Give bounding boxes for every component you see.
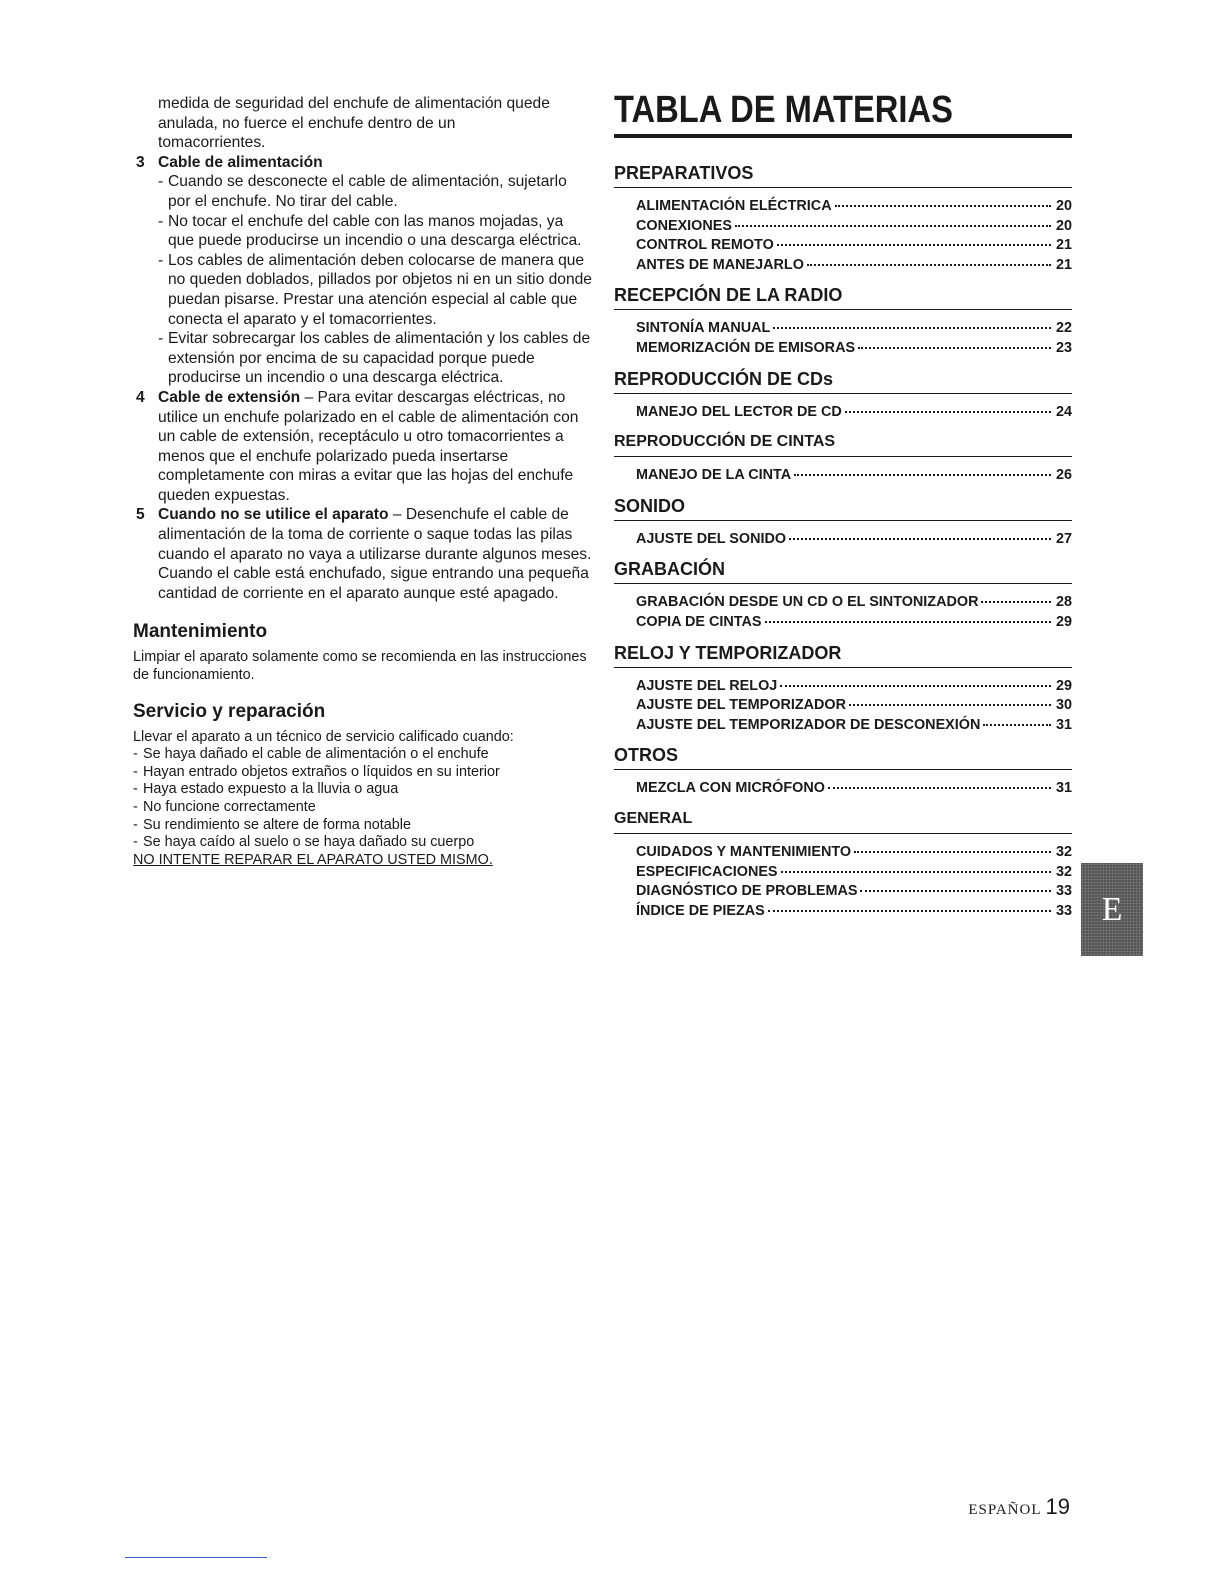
toc-entry-label: CONTROL REMOTO: [636, 237, 774, 254]
toc-section-heading: REPRODUCCIÓN DE CDs: [614, 368, 1072, 394]
toc-entry[interactable]: [614, 863, 1072, 883]
toc-entry[interactable]: [614, 696, 1072, 716]
item-title: Cable de alimentación: [158, 153, 323, 171]
toc-entry-label: ÍNDICE DE PIEZAS: [636, 902, 765, 919]
toc-entry-page: 22: [1055, 320, 1072, 337]
dot-leader: [807, 264, 1051, 266]
toc-entry[interactable]: [614, 613, 1072, 633]
toc-entry-page: 31: [1055, 716, 1072, 733]
dot-leader: [849, 704, 1051, 706]
bottom-divider: [125, 1557, 267, 1558]
toc-section: [614, 642, 1072, 736]
dot-leader: [765, 621, 1051, 623]
item-4: [133, 388, 593, 506]
item-text: – Para evitar descargas eléctricas, no utilice un enchufe polarizado en el cable de alimentación con un cable de extensión, receptáculo u otro tomacorrientes a menos que el enchufe polarizado pueda insertarse completamente con miras a evitar que las hojas del enchufe queden expuestas.: [158, 388, 579, 504]
page-footer: [968, 1494, 1070, 1520]
bullet: - Su rendimiento se altere de forma notable: [133, 817, 593, 835]
toc-entry-page: 32: [1055, 863, 1072, 880]
dot-leader: [854, 851, 1051, 853]
toc-section: [614, 808, 1072, 921]
language-tab-letter: E: [1101, 890, 1123, 928]
footer-language: ESPAÑOL: [968, 1502, 1042, 1518]
toc-entry-page: 27: [1055, 530, 1072, 547]
toc-entry-page: 20: [1055, 217, 1072, 234]
dot-leader: [781, 871, 1051, 873]
toc-entry-page: 33: [1055, 883, 1072, 900]
toc-entry-label: GRABACIÓN DESDE UN CD O EL SINTONIZADOR: [636, 594, 979, 611]
toc-entry-page: 26: [1055, 467, 1072, 484]
toc-entry-label: ESPECIFICACIONES: [636, 863, 778, 880]
dot-leader: [835, 205, 1051, 207]
title-rule: [614, 134, 1072, 138]
toc-entry-label: MANEJO DE LA CINTA: [636, 467, 792, 484]
toc-section: [614, 162, 1072, 275]
toc-section: [614, 744, 1072, 799]
toc-entry-label: AJUSTE DEL TEMPORIZADOR DE DESCONEXIÓN: [636, 716, 981, 733]
bullet: - No funcione correctamente: [133, 799, 593, 817]
toc-entry-label: CUIDADOS Y MANTENIMIENTO: [636, 843, 852, 860]
toc-entry-page: 29: [1055, 613, 1072, 630]
toc-section-heading: OTROS: [614, 744, 1072, 770]
toc-entry-label: AJUSTE DEL TEMPORIZADOR: [636, 697, 847, 714]
toc-entry-page: 21: [1055, 256, 1072, 273]
toc-entry-page: 21: [1055, 237, 1072, 254]
toc-entry[interactable]: [614, 403, 1072, 423]
bullet: - No tocar el enchufe del cable con las manos mojadas, ya que puede producirse un incendio o una descarga eléctrica.: [158, 212, 593, 251]
item-text: – Desenchufe el cable de alimentación de la toma de corriente o saque todas las pilas cuando el aparato no vaya a utilizarse durante algunos meses. Cuando el cable está enchufado, sigue entrando una pequeña cantidad de corriente en el aparato aunque esté apagado.: [158, 506, 592, 602]
bullet: - Evitar sobrecargar los cables de alimentación y los cables de extensión por encima de su capacidad porque puede producirse un incendio o una descarga eléctrica.: [158, 329, 593, 388]
toc-section-heading: RECEPCIÓN DE LA RADIO: [614, 284, 1072, 310]
toc-entry[interactable]: [614, 882, 1072, 902]
page-title: TABLA DE MATERIAS: [614, 89, 953, 131]
toc-entry-label: ANTES DE MANEJARLO: [636, 256, 804, 273]
dot-leader: [981, 601, 1051, 603]
dot-leader: [845, 411, 1051, 413]
section-text: Llevar el aparato a un técnico de servicio calificado cuando:: [133, 728, 514, 745]
toc-section-heading: GRABACIÓN: [614, 558, 1072, 584]
toc-entry-page: 33: [1055, 902, 1072, 919]
item-5: [133, 505, 593, 603]
toc-entry[interactable]: [614, 236, 1072, 256]
toc-entry[interactable]: [614, 197, 1072, 217]
table-of-contents: [614, 90, 1072, 930]
toc-entry-label: DIAGNÓSTICO DE PROBLEMAS: [636, 883, 858, 900]
item-title: Cuando no se utilice el aparato: [158, 506, 389, 524]
dot-leader: [860, 890, 1051, 892]
toc-section: [614, 431, 1072, 486]
section-heading: Mantenimiento: [133, 621, 268, 643]
dot-leader: [768, 910, 1051, 912]
dot-leader: [773, 327, 1051, 329]
intro-text: [133, 94, 593, 153]
toc-entry-label: MANEJO DEL LECTOR DE CD: [636, 403, 842, 420]
toc-section-heading: RELOJ Y TEMPORIZADOR: [614, 642, 1072, 668]
toc-entry-page: 29: [1055, 677, 1072, 694]
toc-entry-page: 30: [1055, 697, 1072, 714]
toc-entry-page: 20: [1055, 198, 1072, 214]
bullet: - Se haya dañado el cable de alimentación o el enchufe: [133, 746, 593, 764]
dot-leader: [735, 225, 1051, 227]
item-number: 3: [136, 153, 145, 171]
dot-leader: [777, 244, 1051, 246]
toc-entry-page: 23: [1055, 339, 1072, 356]
item-number: 5: [136, 506, 145, 524]
toc-entry-label: SINTONÍA MANUAL: [636, 320, 771, 337]
toc-entry-label: AJUSTE DEL RELOJ: [636, 677, 778, 694]
page-number: 19: [1045, 1494, 1070, 1519]
dot-leader: [828, 787, 1051, 789]
toc-entry[interactable]: [614, 716, 1072, 736]
dot-leader: [794, 474, 1051, 476]
bullet: - Cuando se desconecte el cable de alimentación, sujetarlo por el enchufe. No tirar del cable.: [158, 172, 593, 211]
toc-section: [614, 558, 1072, 632]
dot-leader: [789, 538, 1051, 540]
toc-entry[interactable]: [614, 466, 1072, 486]
language-tab: [1081, 863, 1143, 956]
toc-entry-page: 24: [1055, 403, 1072, 420]
item-number: 4: [136, 388, 145, 406]
warning-text: NO INTENTE REPARAR EL APARATO USTED MISMO.: [133, 851, 493, 868]
servicio-section: [133, 701, 593, 870]
toc-entry[interactable]: [614, 339, 1072, 359]
section-text: Limpiar el aparato solamente como se recomienda en las instrucciones de funcionamiento.: [133, 649, 587, 684]
toc-section: [614, 495, 1072, 550]
toc-entry[interactable]: [614, 779, 1072, 799]
toc-entry-label: CONEXIONES: [636, 217, 732, 234]
dot-leader: [780, 685, 1051, 687]
toc-entry[interactable]: [614, 677, 1072, 697]
toc-entry-label: MEZCLA CON MICRÓFONO: [636, 780, 825, 797]
bullet: - Se haya caído al suelo o se haya dañado su cuerpo: [133, 834, 593, 852]
toc-entry-label: MEMORIZACIÓN DE EMISORAS: [636, 339, 856, 356]
toc-entry-label: COPIA DE CINTAS: [636, 613, 762, 630]
toc-entry[interactable]: [614, 319, 1072, 339]
toc-section: [614, 284, 1072, 358]
intro-line: anulada, no fuerce el enchufe dentro de un: [158, 114, 456, 132]
bullet: - Haya estado expuesto a la lluvia o agua: [133, 781, 593, 799]
item-3: [133, 153, 593, 388]
dot-leader: [858, 347, 1051, 349]
bullet: - Hayan entrado objetos extraños o líquidos en su interior: [133, 764, 593, 782]
dot-leader: [983, 724, 1051, 726]
toc-section-heading: REPRODUCCIÓN DE CINTAS: [614, 431, 1072, 457]
toc-section-heading: GENERAL: [614, 808, 1072, 834]
item-title: Cable de extensión: [158, 388, 301, 406]
toc-entry-page: 31: [1055, 780, 1072, 797]
toc-section-heading: PREPARATIVOS: [614, 162, 1072, 188]
toc-entry[interactable]: [614, 593, 1072, 613]
toc-entry[interactable]: [614, 530, 1072, 550]
toc-section-heading: SONIDO: [614, 495, 1072, 521]
toc-entry-page: 28: [1055, 594, 1072, 611]
toc-entry-label: ALIMENTACIÓN ELÉCTRICA: [636, 198, 832, 214]
section-heading: Servicio y reparación: [133, 700, 326, 722]
toc-entry[interactable]: [614, 256, 1072, 276]
toc-section: [614, 368, 1072, 423]
left-column: [133, 94, 593, 869]
toc-entry-label: AJUSTE DEL SONIDO: [636, 530, 787, 547]
intro-line: tomacorrientes.: [158, 134, 266, 152]
intro-line: medida de seguridad del enchufe de alimentación quede: [158, 95, 550, 112]
toc-entry[interactable]: [614, 843, 1072, 863]
toc-entry-page: 32: [1055, 843, 1072, 860]
toc-entry[interactable]: [614, 902, 1072, 922]
toc-entry[interactable]: [614, 217, 1072, 237]
bullet: - Los cables de alimentación deben colocarse de manera que no queden doblados, pillados por objetos ni en un sitio donde puedan pisarse. Prestar una atención especial al cable que conecta el aparato y el tomacorrientes.: [158, 251, 593, 329]
mantenimiento-section: [133, 621, 593, 684]
